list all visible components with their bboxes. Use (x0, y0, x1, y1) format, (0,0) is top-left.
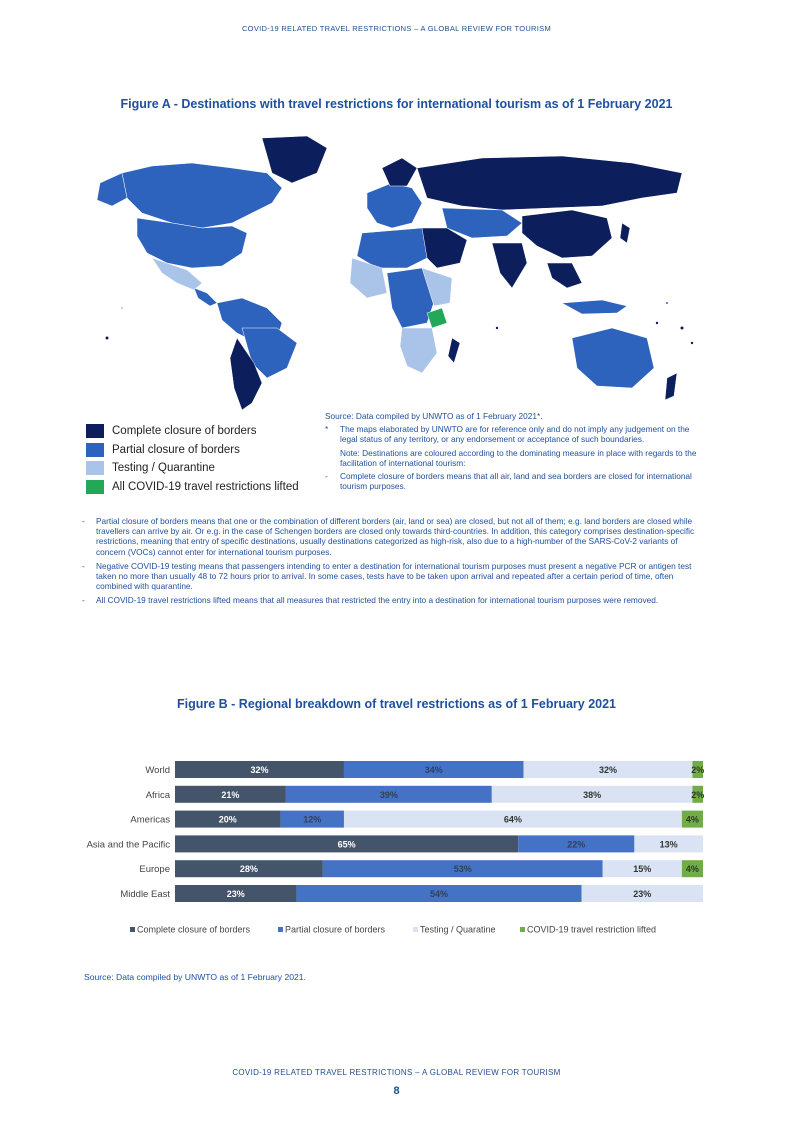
map-russia (417, 156, 682, 210)
legend-swatch-partial (86, 443, 104, 457)
stacked-bar-chart (70, 755, 720, 950)
category-label: Africa (145, 789, 170, 801)
data-label: 38% (583, 789, 602, 800)
asterisk-mark: * (325, 424, 329, 435)
definition-item (82, 516, 707, 557)
legend-label-testing: Testing / Quarantine (112, 462, 215, 475)
data-label: 65% (337, 839, 356, 850)
legend-swatch (413, 927, 418, 932)
asterisk-note (325, 424, 705, 444)
data-label: 22% (567, 839, 586, 850)
data-label: 53% (453, 864, 472, 875)
data-label: 15% (633, 864, 652, 875)
figure-a-definitions (82, 516, 707, 610)
data-label: 23% (633, 889, 652, 899)
category-label: World (145, 765, 170, 776)
legend-swatch (130, 927, 135, 932)
world-map (82, 128, 712, 418)
data-label: 28% (239, 864, 258, 875)
data-label: 32% (250, 765, 269, 775)
map-australia (572, 328, 654, 388)
definition-item (82, 561, 707, 592)
data-label: 21% (221, 789, 240, 800)
figure-b-title: Figure B - Regional breakdown of travel restrictions as of 1 February 2021 (176, 697, 616, 711)
map-greenland (262, 136, 327, 183)
map-scandinavia (382, 158, 417, 186)
category-label: Asia and the Pacific (86, 839, 170, 851)
map-indonesia (562, 300, 627, 314)
data-label: 64% (503, 814, 522, 825)
data-label: 23% (226, 889, 245, 899)
legend-swatch-lifted (86, 480, 104, 494)
legend-swatch (520, 927, 525, 932)
legend-label-partial: Partial closure of borders (112, 443, 240, 456)
figure-a-legend (86, 422, 299, 496)
definition-testing: Negative COVID-19 testing means that passengers intending to enter a destination for international tourism purposes must present a negative PCR or antigen test taken no more than usually 48 to 72 hours prior to arrival. In some cases, tests have to be taken upon arrival and repeated after a certain period of time, often combined with quarantine. (96, 560, 692, 592)
map-canada (122, 163, 282, 228)
legend-label: Testing / Quaratine (420, 924, 496, 935)
category-label: Americas (130, 814, 170, 826)
bullet-dash: - (325, 471, 328, 482)
definition-item (82, 595, 707, 605)
legend-label-lifted: All COVID-19 travel restrictions lifted (112, 480, 299, 493)
bullet-complete (325, 471, 705, 491)
data-label: 4% (685, 814, 699, 825)
legend-label: Complete closure of borders (137, 924, 251, 935)
map-japan (620, 223, 630, 243)
data-label: 2% (691, 789, 705, 800)
legend-item-testing (86, 459, 299, 478)
regional-breakdown-chart (70, 755, 720, 950)
bullet-complete-text: Complete closure of borders means that all air, land and sea borders are closed for international tourism purposes. (340, 471, 692, 492)
bullet-dash: - (82, 516, 85, 526)
note-intro: Note: Destinations are coloured according to the dominating measure in place with regards to the facilitation of international tourism: (340, 447, 697, 468)
data-label: 39% (379, 789, 398, 800)
data-label: 2% (691, 765, 705, 775)
figure-a-notes (325, 411, 705, 491)
map-new-zealand (665, 373, 677, 400)
legend-swatch-complete (86, 424, 104, 438)
data-label: 4% (685, 864, 699, 875)
data-label: 32% (598, 765, 617, 775)
data-label: 20% (218, 814, 237, 825)
page-number: 8 (393, 1085, 400, 1097)
map-china (522, 210, 612, 258)
figure-a-title: Figure A - Destinations with travel restrictions for international tourism as of 1 February 2021 (120, 97, 673, 111)
legend-label: COVID-19 travel restriction lifted (527, 924, 657, 935)
asterisk-note-text: The maps elaborated by UNWTO are for reference only and do not imply any judgement on the legal status of any territory, or any endorsement or acceptance of such boundaries. (340, 424, 690, 445)
legend-item-partial (86, 441, 299, 460)
map-southeast-asia (547, 263, 582, 288)
map-north-africa (357, 228, 427, 268)
data-label: 13% (659, 839, 678, 850)
map-southern-africa (400, 328, 437, 373)
definition-lifted: All COVID-19 travel restrictions lifted means that all measures that restricted the entry into a destination for international tourism purposes were removed. (96, 595, 659, 606)
legend-item-complete (86, 422, 299, 441)
legend-item-lifted (86, 478, 299, 497)
map-alaska (97, 173, 127, 206)
data-label: 54% (429, 889, 449, 899)
definition-partial: Partial closure of borders means that one or the combination of different borders (air, land or sea) are closed, but not all of them; e.g. land borders are closed while travellers can arrive by air. Or e.g. in the case of Schengen borders are closed only towards third-countries. In addition, this category comprises destination-specific restrictions, meaning that entry of specific destinations, usually destinations categorized as high-risk, also due to a high-number of the SARS-CoV-2 variants of concern (VOCs) cannot enter for international tourism purposes. (96, 516, 695, 557)
map-europe (367, 183, 422, 228)
data-label: 12% (303, 814, 322, 825)
category-label: Middle East (120, 889, 170, 900)
category-label: Europe (139, 864, 170, 876)
bullet-dash: - (82, 560, 85, 571)
page-header: COVID-19 RELATED TRAVEL RESTRICTIONS – A GLOBAL REVIEW FOR TOURISM (241, 24, 552, 33)
legend-swatch (278, 927, 283, 932)
data-label: 34% (424, 765, 443, 775)
figure-a-source: Source: Data compiled by UNWTO as of 1 February 2021*. (325, 411, 543, 421)
legend-swatch-testing (86, 461, 104, 475)
world-map-graphic (82, 128, 712, 418)
legend-label: Partial closure of borders (285, 924, 386, 935)
map-india (492, 243, 527, 288)
map-madagascar (448, 338, 460, 363)
map-central-america (194, 288, 217, 306)
bullet-dash: - (82, 595, 85, 606)
legend-label-complete: Complete closure of borders (112, 425, 257, 438)
figure-b-source: Source: Data compiled by UNWTO as of 1 February 2021. (84, 972, 306, 982)
page-footer: COVID-19 RELATED TRAVEL RESTRICTIONS – A GLOBAL REVIEW FOR TOURISM (232, 1068, 561, 1077)
